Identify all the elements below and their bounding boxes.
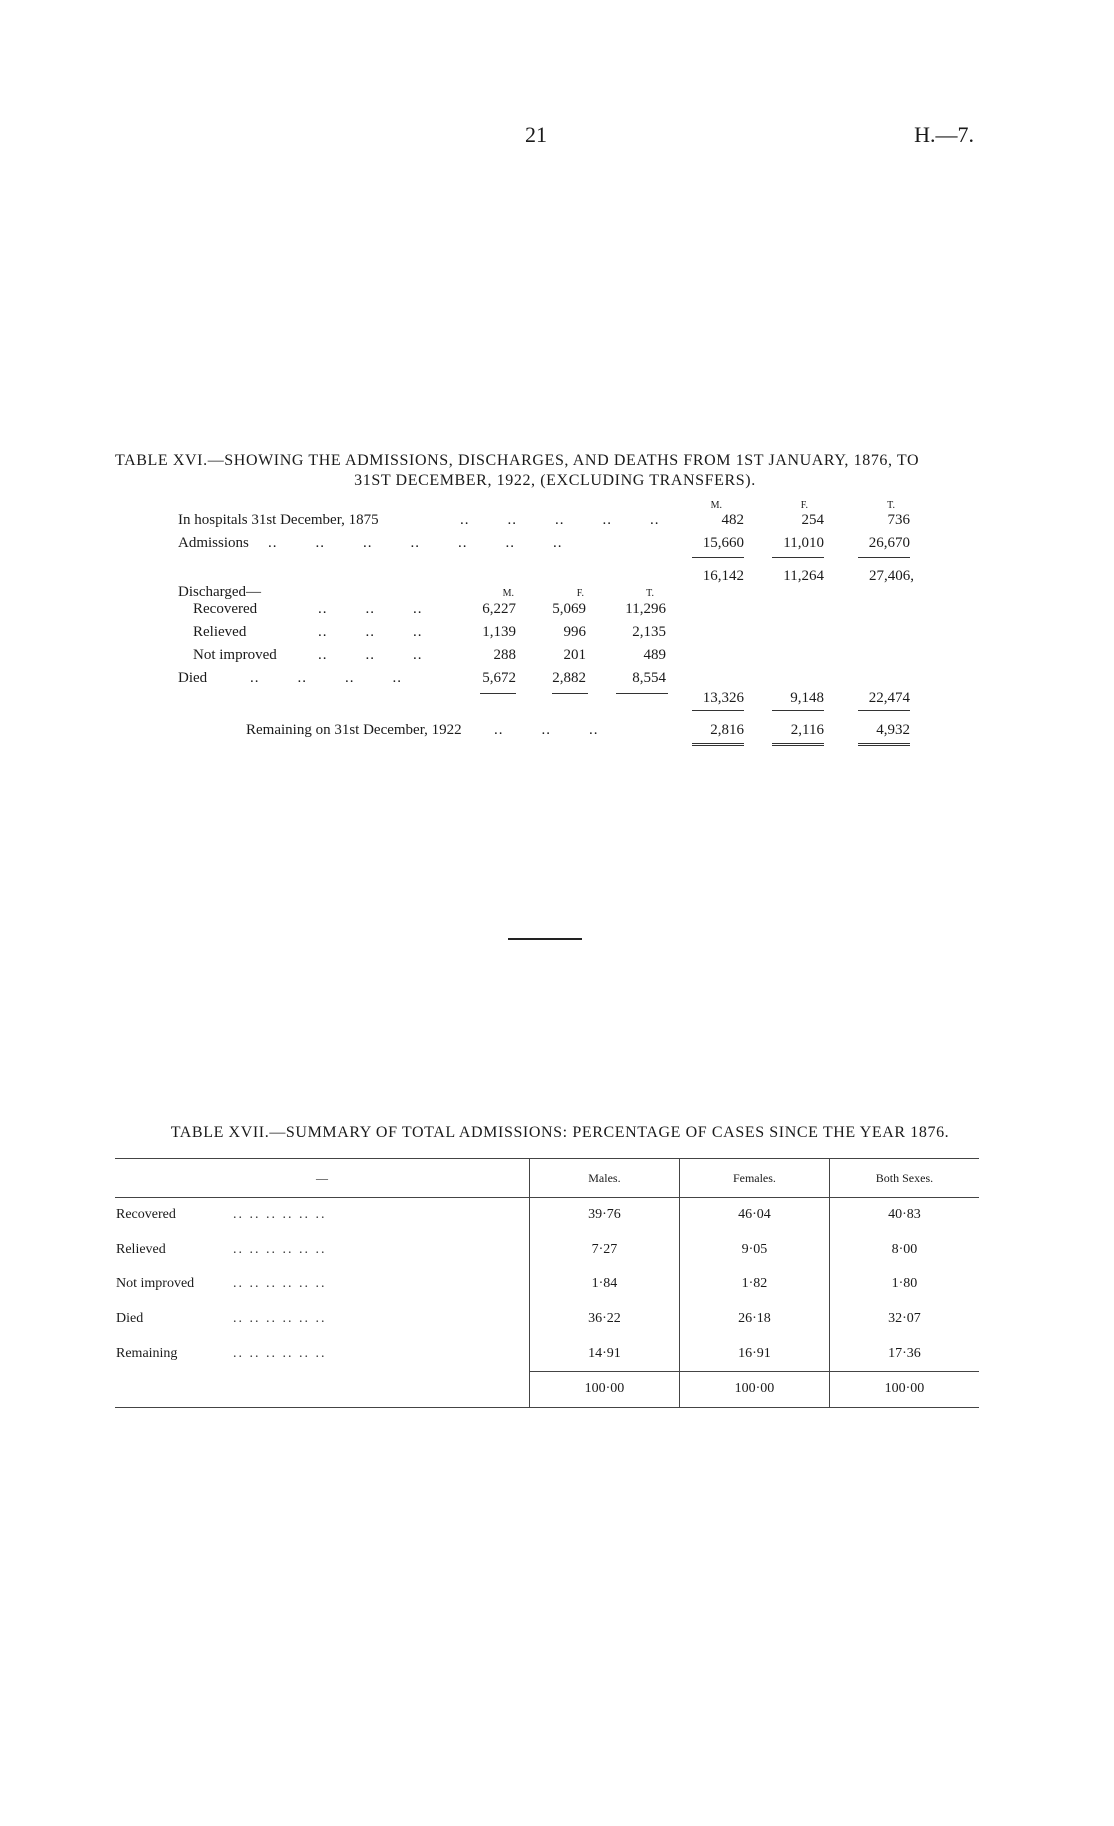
discharged-label: Discharged— <box>178 584 262 600</box>
row-relieved-label: Relieved <box>193 624 247 640</box>
table17-cell-females: 26·18 <box>679 1302 829 1337</box>
remaining-leader: .. .. .. <box>494 722 599 738</box>
row-leader: .. .. .. .. .. .. <box>233 1345 327 1361</box>
discharged-header-t: T. <box>646 588 654 599</box>
in-hospitals-t: 736 <box>887 512 910 528</box>
table17-row-label: Died <box>116 1311 144 1327</box>
row-recovered-t: 11,296 <box>625 601 666 617</box>
table17-total-females: 100·00 <box>679 1371 829 1407</box>
admissions-t: 26,670 <box>868 535 910 551</box>
section-separator <box>508 938 582 940</box>
table17-cell-both: 1·80 <box>829 1267 979 1302</box>
table17-total-both: 100·00 <box>829 1371 979 1407</box>
discharged-total-t: 22,474 <box>868 690 910 706</box>
table17-row-label: Recovered <box>116 1207 176 1223</box>
row-recovered-m: 6,227 <box>482 601 516 617</box>
remaining-f: 2,116 <box>790 722 824 738</box>
table17-cell-both: 40·83 <box>829 1198 979 1233</box>
row-relieved-f: 996 <box>563 624 586 640</box>
table-row <box>115 1302 979 1337</box>
discharged-total-m: 13,326 <box>702 690 744 706</box>
table17-cell-females: 1·82 <box>679 1267 829 1302</box>
in-hospitals-leader: .. .. .. .. .. <box>460 512 660 528</box>
table17-header-blank: — <box>115 1159 529 1198</box>
remaining-t: 4,932 <box>876 722 910 738</box>
discharged-header-m: M. <box>502 588 514 599</box>
table17-cell-males: 7·27 <box>529 1233 679 1268</box>
table17-cell-males: 36·22 <box>529 1302 679 1337</box>
discharged-header-f: F. <box>576 588 584 599</box>
page-reference: H.—7. <box>914 122 974 147</box>
table-row <box>115 1336 979 1371</box>
subtotal-m: 16,142 <box>702 568 744 584</box>
table16-title-line2: 31ST DECEMBER, 1922, (EXCLUDING TRANSFERS). <box>354 472 756 489</box>
table16-title-line1: TABLE XVI.—SHOWING THE ADMISSIONS, DISCHARGES, AND DEATHS FROM 1ST JANUARY, 1876, TO <box>115 452 920 469</box>
table17-row-label: Not improved <box>116 1276 195 1292</box>
table17-header-females: Females. <box>679 1159 829 1198</box>
admissions-m: 15,660 <box>702 535 744 551</box>
row-not-improved-leader: .. .. .. <box>318 647 423 663</box>
subtotal-t: 27,406, <box>869 568 914 584</box>
row-recovered-leader: .. .. .. <box>318 601 423 617</box>
remaining-label: Remaining on 31st December, 1922 <box>246 722 462 738</box>
row-relieved-t: 2,135 <box>632 624 666 640</box>
table-row <box>115 1267 979 1302</box>
table17-row-label: Relieved <box>116 1241 166 1257</box>
row-not-improved-label: Not improved <box>193 647 277 663</box>
table-row <box>115 1233 979 1268</box>
row-died-f: 2,882 <box>552 670 586 686</box>
table17-cell-both: 32·07 <box>829 1302 979 1337</box>
table17-cell-females: 9·05 <box>679 1233 829 1268</box>
table17-total-row <box>115 1371 979 1407</box>
row-died-t: 8,554 <box>632 670 666 686</box>
admissions-f: 11,010 <box>783 535 824 551</box>
table17-row-label: Remaining <box>116 1345 178 1361</box>
in-hospitals-label: In hospitals 31st December, 1875 <box>178 512 379 528</box>
row-died-m: 5,672 <box>482 670 516 686</box>
row-not-improved-t: 489 <box>643 647 666 663</box>
remaining-m: 2,816 <box>710 722 744 738</box>
in-hospitals-f: 254 <box>801 512 824 528</box>
table16-header-f: F. <box>800 500 808 511</box>
table-row <box>115 1198 979 1233</box>
table17-total-males: 100·00 <box>529 1371 679 1407</box>
row-leader: .. .. .. .. .. .. <box>233 1207 327 1223</box>
row-recovered-f: 5,069 <box>552 601 586 617</box>
discharged-total-f: 9,148 <box>790 690 824 706</box>
row-leader: .. .. .. .. .. .. <box>233 1311 327 1327</box>
in-hospitals-m: 482 <box>721 512 744 528</box>
table17-cell-females: 46·04 <box>679 1198 829 1233</box>
table17-cell-both: 8·00 <box>829 1233 979 1268</box>
row-died-label: Died <box>178 670 208 686</box>
row-relieved-leader: .. .. .. <box>318 624 423 640</box>
row-recovered-label: Recovered <box>193 601 258 617</box>
row-leader: .. .. .. .. .. .. <box>233 1241 327 1257</box>
table17-cell-females: 16·91 <box>679 1336 829 1371</box>
row-not-improved-f: 201 <box>563 647 586 663</box>
table17-cell-males: 39·76 <box>529 1198 679 1233</box>
table17-header-males: Males. <box>529 1159 679 1198</box>
table16-header-m: M. <box>710 500 722 511</box>
table17 <box>115 1158 979 1408</box>
table17-cell-males: 14·91 <box>529 1336 679 1371</box>
table17-header-both: Both Sexes. <box>829 1159 979 1198</box>
row-leader: .. .. .. .. .. .. <box>233 1276 327 1292</box>
admissions-leader: .. .. .. .. .. .. .. <box>268 535 563 551</box>
row-relieved-m: 1,139 <box>482 624 516 640</box>
subtotal-f: 11,264 <box>783 568 824 584</box>
table16-header-t: T. <box>887 500 895 511</box>
table17-cell-males: 1·84 <box>529 1267 679 1302</box>
table17-title: TABLE XVII.—SUMMARY OF TOTAL ADMISSIONS: PERCENTAGE OF CASES SINCE THE YEAR 1876. <box>170 1124 950 1141</box>
admissions-label: Admissions <box>178 535 249 551</box>
row-died-leader: .. .. .. .. <box>250 670 402 686</box>
table17-cell-both: 17·36 <box>829 1336 979 1371</box>
page-number: 21 <box>525 122 547 147</box>
table17-header-row <box>115 1159 979 1198</box>
row-not-improved-m: 288 <box>493 647 516 663</box>
